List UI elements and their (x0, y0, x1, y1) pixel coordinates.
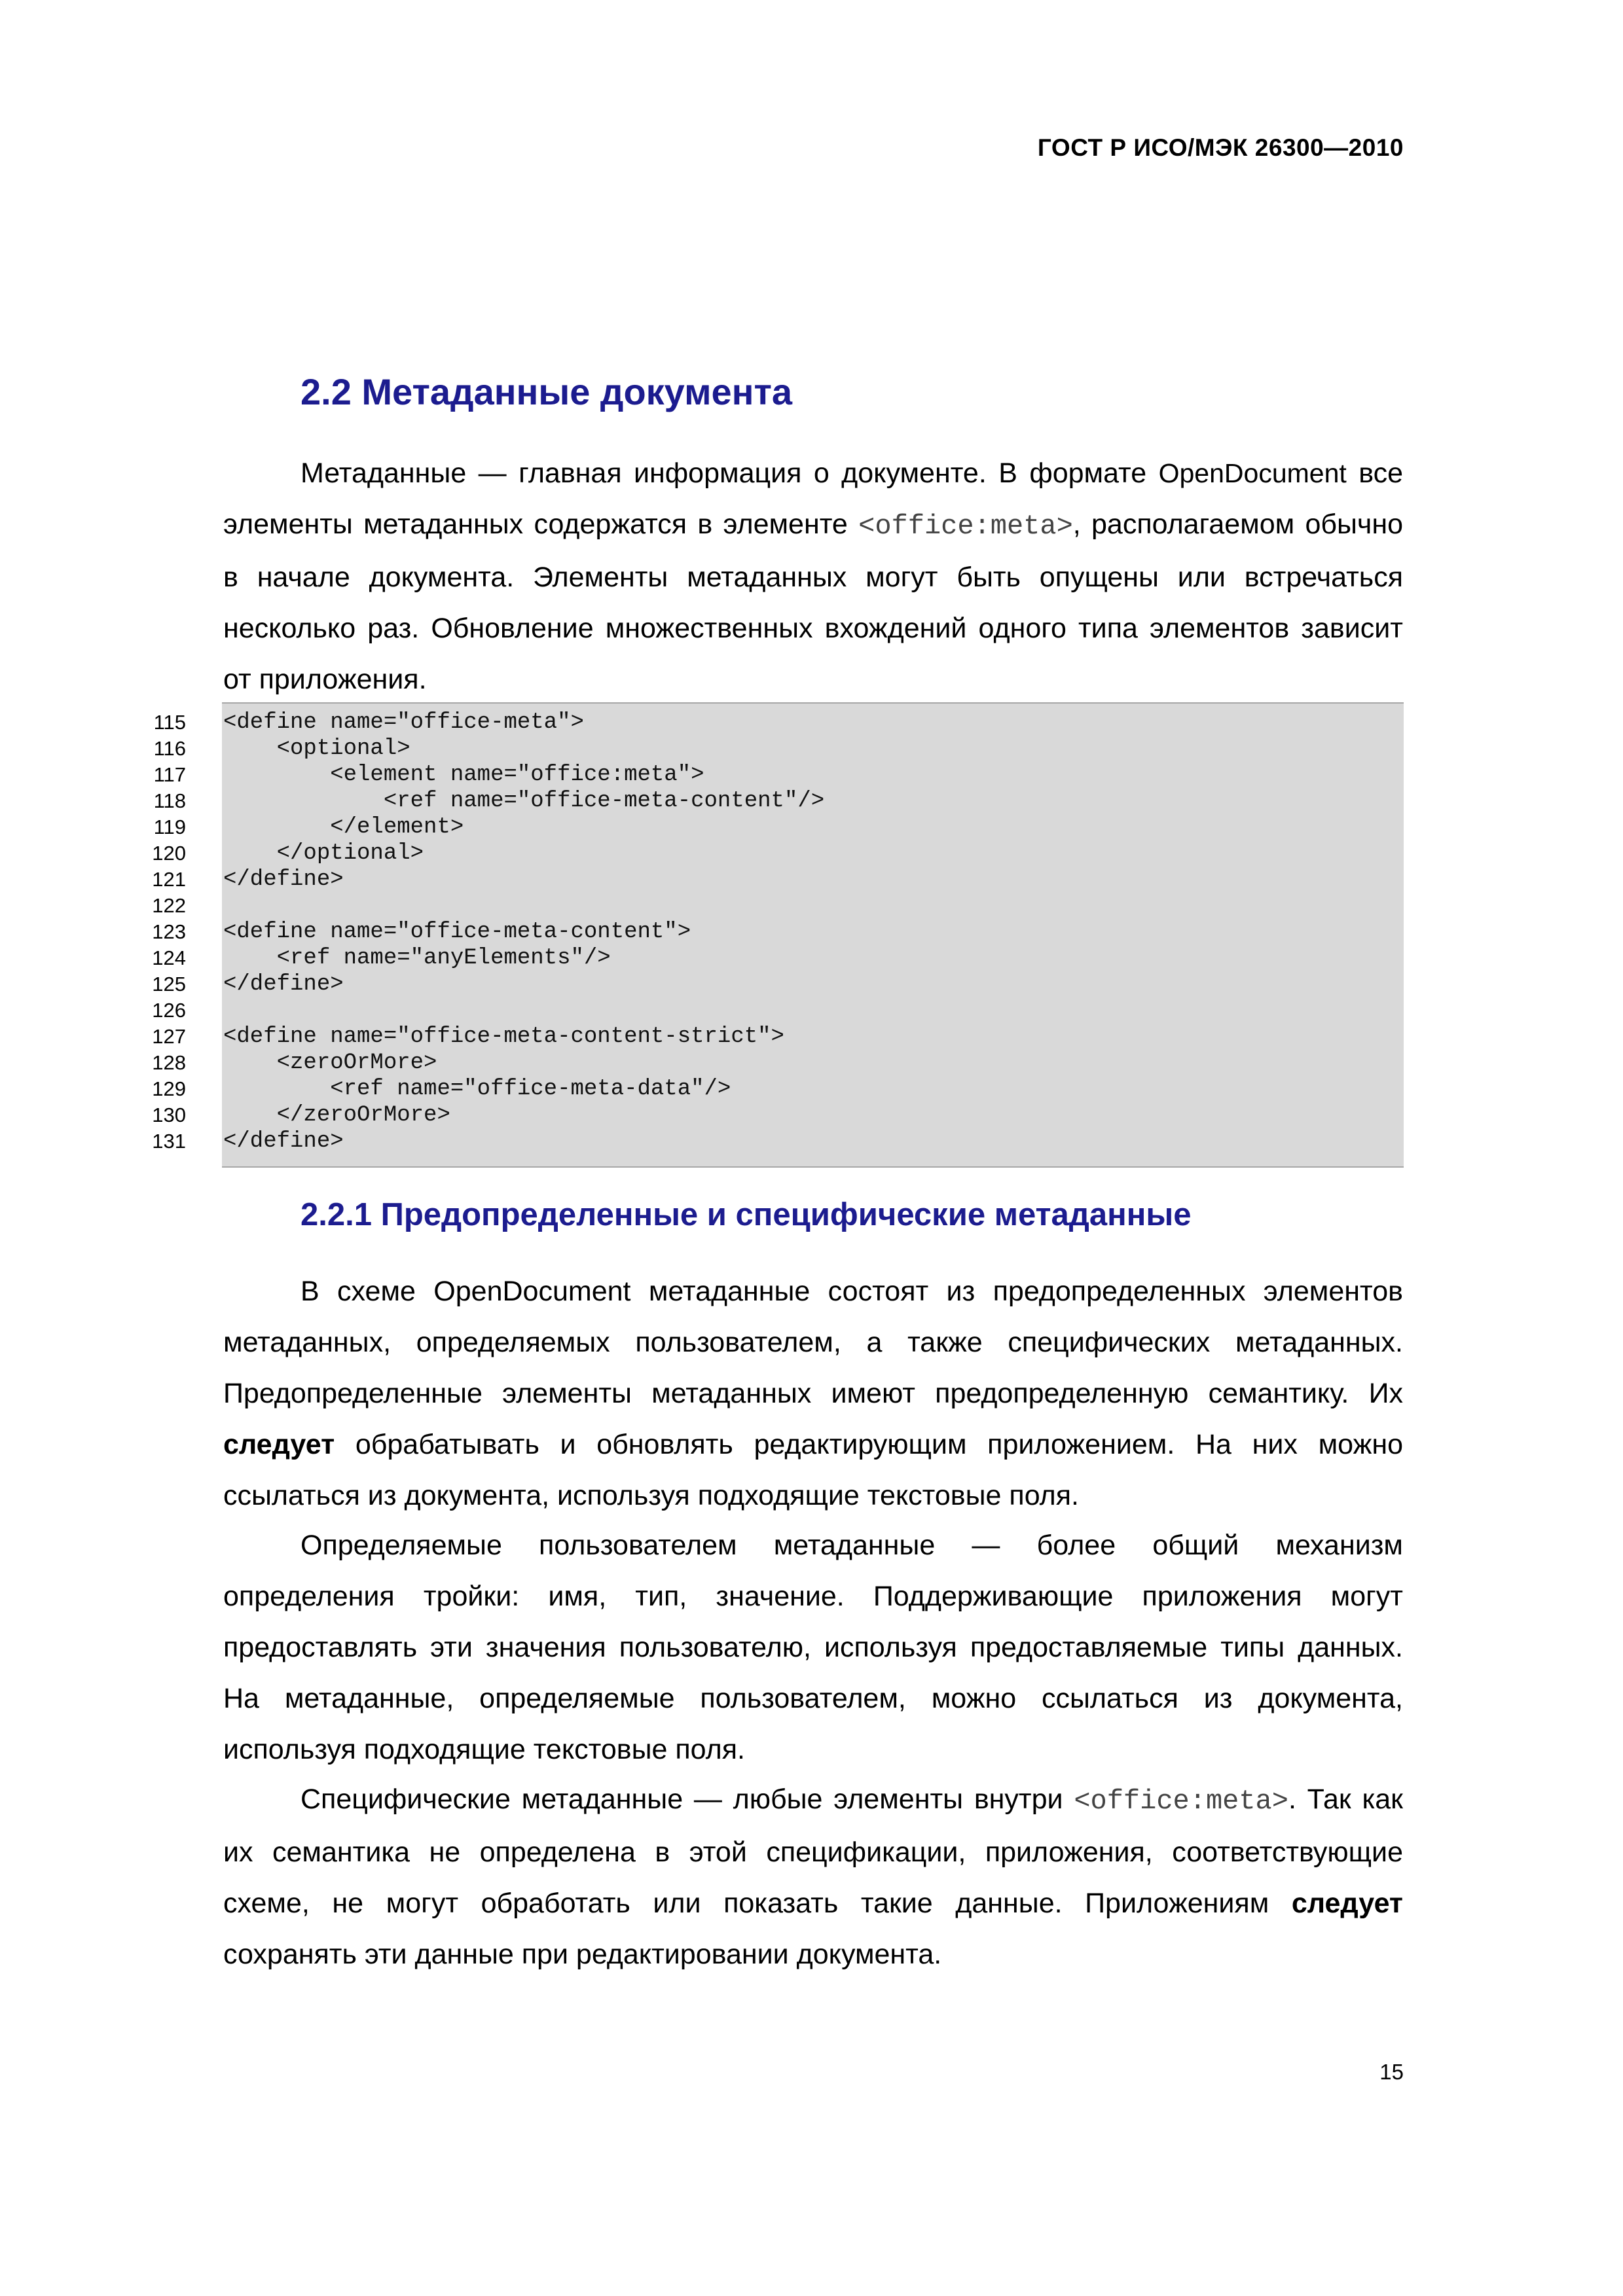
code-line-number: 123 (152, 920, 186, 943)
para2-bold-term: следует (223, 1429, 335, 1460)
code-line-number: 129 (152, 1077, 186, 1100)
code-line-number: 117 (153, 763, 186, 786)
code-line-number: 120 (152, 842, 186, 865)
code-line (223, 997, 824, 1024)
code-line: <define name="office-meta-content-strict"> (223, 1024, 784, 1049)
para4-bold-term: следует (1291, 1888, 1403, 1919)
code-line-number: 126 (152, 999, 186, 1022)
code-line: </element> (223, 815, 464, 840)
code-line-number: 116 (153, 737, 186, 760)
para2-text-1: В схеме OpenDocument метаданные состоят из предопределенных элементов метаданных, определяемых пользователем, а также специфических метаданных. Предопределенные элементы метаданных имеют предопределенную семантику. Их (223, 1276, 1403, 1409)
para4-inline-code: <office:meta> (1074, 1785, 1288, 1817)
code-line: <define name="office-meta-content"> (223, 920, 691, 944)
code-line-number: 127 (152, 1025, 186, 1048)
code-line: </zeroOrMore> (223, 1103, 450, 1128)
code-line-number: 128 (152, 1051, 186, 1074)
code-listing (223, 709, 824, 1155)
para4-text-2: . Так как их семантика не определена в этой спецификации, приложения, соответствующие схеме, не могут обработать или показать такие данные. Приложениям (223, 1784, 1403, 1919)
code-line-number: 121 (152, 868, 186, 891)
code-line-number: 115 (153, 711, 186, 734)
intro-od-term: OpenDocument (1158, 458, 1347, 488)
intro-text-1: Метаданные — главная информация о документе. В формате (301, 457, 1159, 489)
code-line-number: 119 (153, 816, 186, 838)
code-line-numbers (131, 709, 186, 1155)
code-line-number: 118 (153, 789, 186, 812)
intro-paragraph (223, 448, 1403, 705)
code-line: </optional> (223, 841, 424, 866)
code-line: <define name="office-meta"> (223, 710, 584, 735)
page-number: 15 (1379, 2060, 1404, 2084)
subsection-heading: 2.2.1 Предопределенные и специфические метаданные (301, 1197, 1192, 1232)
intro-text-2: все элементы метаданных содержатся в элементе (223, 457, 1403, 540)
code-line: </define> (223, 1129, 344, 1154)
code-line: </define> (223, 972, 344, 997)
standard-header: ГОСТ Р ИСО/МЭК 26300—2010 (1037, 134, 1404, 161)
code-line-number: 131 (152, 1130, 186, 1153)
code-line: <ref name="office-meta-content"/> (223, 789, 825, 814)
predefined-paragraph (223, 1266, 1403, 1521)
code-line-number: 130 (152, 1103, 186, 1126)
code-line (223, 893, 824, 919)
code-line: </define> (223, 867, 344, 892)
code-line-number: 125 (152, 973, 186, 996)
code-line-number: 124 (152, 946, 186, 969)
para4-text-3: сохранять эти данные при редактировании документа. (223, 1939, 942, 1970)
code-line: <ref name="anyElements"/> (223, 946, 611, 971)
specific-paragraph (223, 1774, 1403, 1980)
user-defined-paragraph (223, 1520, 1403, 1775)
para3-text: Определяемые пользователем метаданные — более общий механизм определения тройки: имя, тип, значение. Поддерживающие приложения могут предоставлять эти значения пользователю, используя предоставляемые типы данных. На метаданные, определяемые пользователем, можно ссылаться из документа, используя подходящие текстовые поля. (223, 1530, 1403, 1765)
code-line: <zeroOrMore> (223, 1050, 437, 1075)
intro-text-3: , располагаемом обычно в начале документа. Элементы метаданных могут быть опущены или встречаться несколько раз. Обновление множественных вхождений одного типа элементов зависит от приложения. (223, 509, 1404, 695)
code-line: <optional> (223, 736, 410, 761)
para2-text-2: обрабатывать и обновлять редактирующим приложением. На них можно ссылаться из документа, используя подходящие текстовые поля. (223, 1429, 1403, 1511)
code-line: <element name="office:meta"> (223, 762, 704, 787)
intro-inline-code: <office:meta> (858, 511, 1073, 542)
section-heading: 2.2 Метаданные документа (301, 371, 793, 412)
para4-text-1: Специфические метаданные — любые элементы внутри (301, 1784, 1074, 1815)
code-line: <ref name="office-meta-data"/> (223, 1077, 731, 1102)
code-line-number: 122 (152, 894, 186, 917)
